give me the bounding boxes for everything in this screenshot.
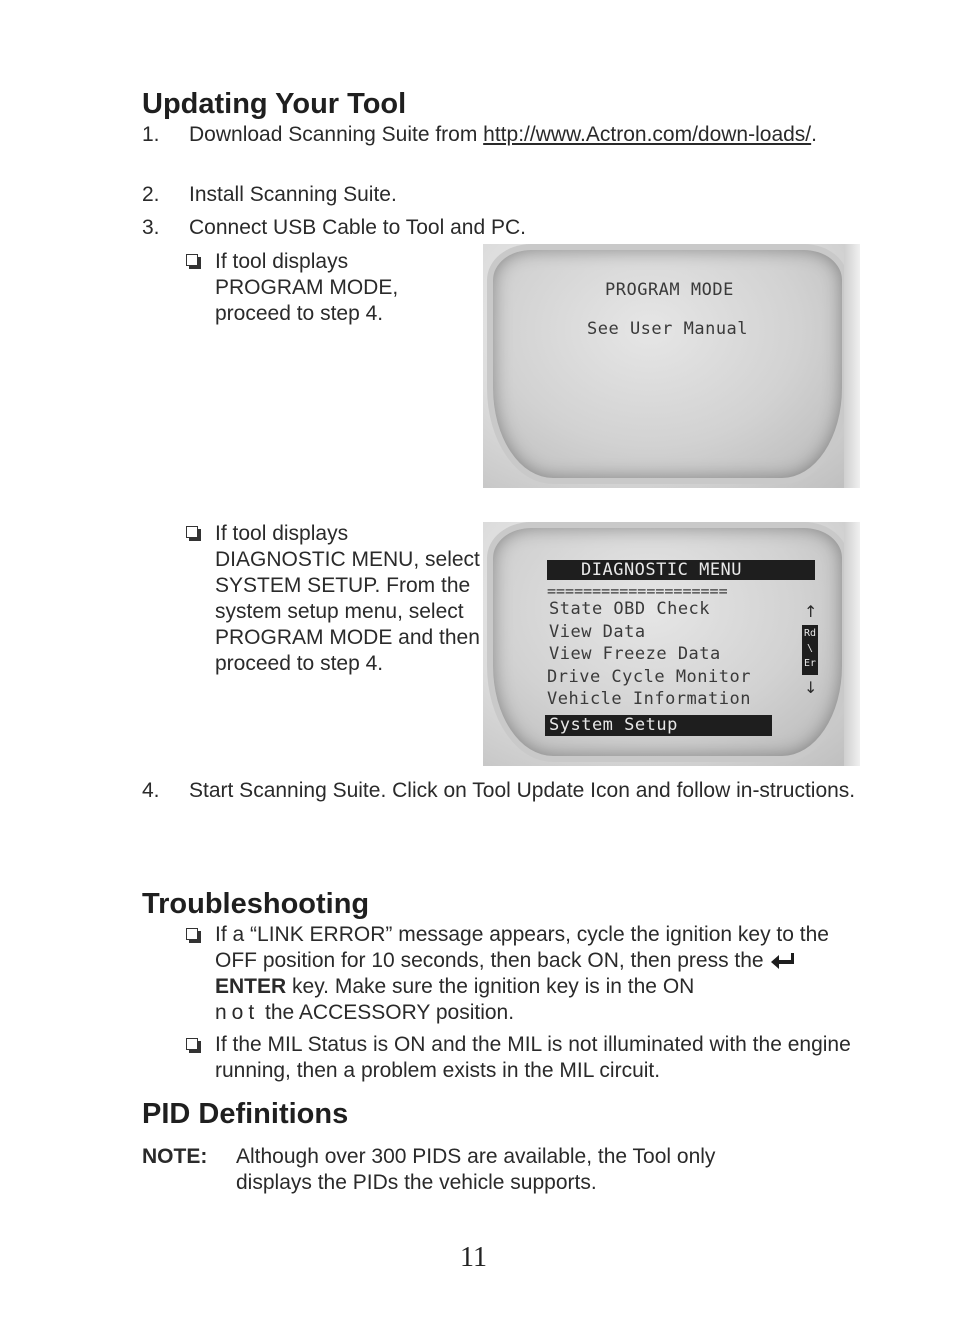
checkbox-icon <box>186 254 198 266</box>
bullet-program-mode: If tool displays PROGRAM MODE, proceed to step 4. <box>215 250 399 325</box>
screen-edge <box>844 522 860 766</box>
step-number: 1. <box>142 123 160 146</box>
screen-line-program-mode: PROGRAM MODE <box>605 280 734 300</box>
screen-menu-item: View Freeze Data <box>549 644 721 664</box>
tool-screen-program-mode <box>483 244 860 488</box>
screen-edge <box>844 244 860 488</box>
screen-menu-item: View Data <box>549 622 646 642</box>
step-1-text <box>189 122 860 148</box>
enter-key-icon <box>770 951 796 971</box>
page-number: 11 <box>460 1242 487 1273</box>
scroll-up-icon: ↑ <box>804 602 818 621</box>
note-label: NOTE: <box>142 1145 208 1168</box>
step-4-text: Start Scanning Suite. Click on Tool Update Icon and follow in-structions. <box>189 779 856 802</box>
screen-menu-item: Drive Cycle Monitor <box>547 667 751 687</box>
screen-header: DIAGNOSTIC MENU <box>547 560 815 580</box>
bullet-diagnostic-menu: If tool displays DIAGNOSTIC MENU, select SYSTEM SETUP. From the system setup menu, select PROGRAM MODE and then proceed to step 4. <box>215 522 480 675</box>
checkbox-icon <box>186 1038 198 1050</box>
link-error-text-3: the ACCESSORY position. <box>265 1001 515 1024</box>
step-1-suffix: . <box>811 123 817 146</box>
step-number: 4. <box>142 779 160 802</box>
tool-screen-diagnostic-menu <box>483 522 860 766</box>
scroll-label-top: Rd <box>803 628 817 639</box>
enter-key-label: ENTER <box>215 975 287 998</box>
screen-line-see-manual: See User Manual <box>587 319 749 339</box>
step-number: 3. <box>142 216 160 239</box>
step-3-text: Connect USB Cable to Tool and PC. <box>189 216 526 239</box>
screen-separator: ==================== <box>547 582 728 600</box>
screen-menu-item-selected: System Setup <box>545 715 772 736</box>
section-title-troubleshooting: Troubleshooting <box>142 888 370 920</box>
screen-menu-item: State OBD Check <box>549 599 711 619</box>
not-emphasis: not <box>215 1001 260 1024</box>
scroll-indicator <box>802 625 818 675</box>
section-title-updating: Updating Your Tool <box>142 88 407 120</box>
checkbox-icon <box>186 526 198 538</box>
bullet-mil-status: If the MIL Status is ON and the MIL is not illuminated with the engine running, then a problem exists in the MIL circuit. <box>215 1033 851 1082</box>
section-title-pid: PID Definitions <box>142 1098 349 1130</box>
link-error-text-2: key. Make sure the ignition key is in the ON <box>292 975 695 998</box>
checkbox-icon <box>186 928 198 940</box>
step-1-prefix: Download Scanning Suite from <box>189 123 484 146</box>
step-2-text: Install Scanning Suite. <box>189 183 397 206</box>
step-number: 2. <box>142 183 160 206</box>
link-error-text: If a “LINK ERROR” message appears, cycle the ignition key to the OFF position for 10 seconds, then back ON, then press the <box>215 923 829 972</box>
download-link[interactable]: http://www.Actron.com/down-loads/ <box>483 123 812 146</box>
note-text: Although over 300 PIDS are available, the Tool only displays the PIDs the vehicle supports. <box>236 1145 716 1194</box>
screen-menu-item: Vehicle Information <box>547 689 751 709</box>
bullet-link-error <box>215 922 865 1026</box>
scroll-down-icon: ↓ <box>804 678 818 697</box>
scroll-label-mid: \ <box>806 643 814 654</box>
scroll-label-bottom: Er <box>803 658 817 669</box>
